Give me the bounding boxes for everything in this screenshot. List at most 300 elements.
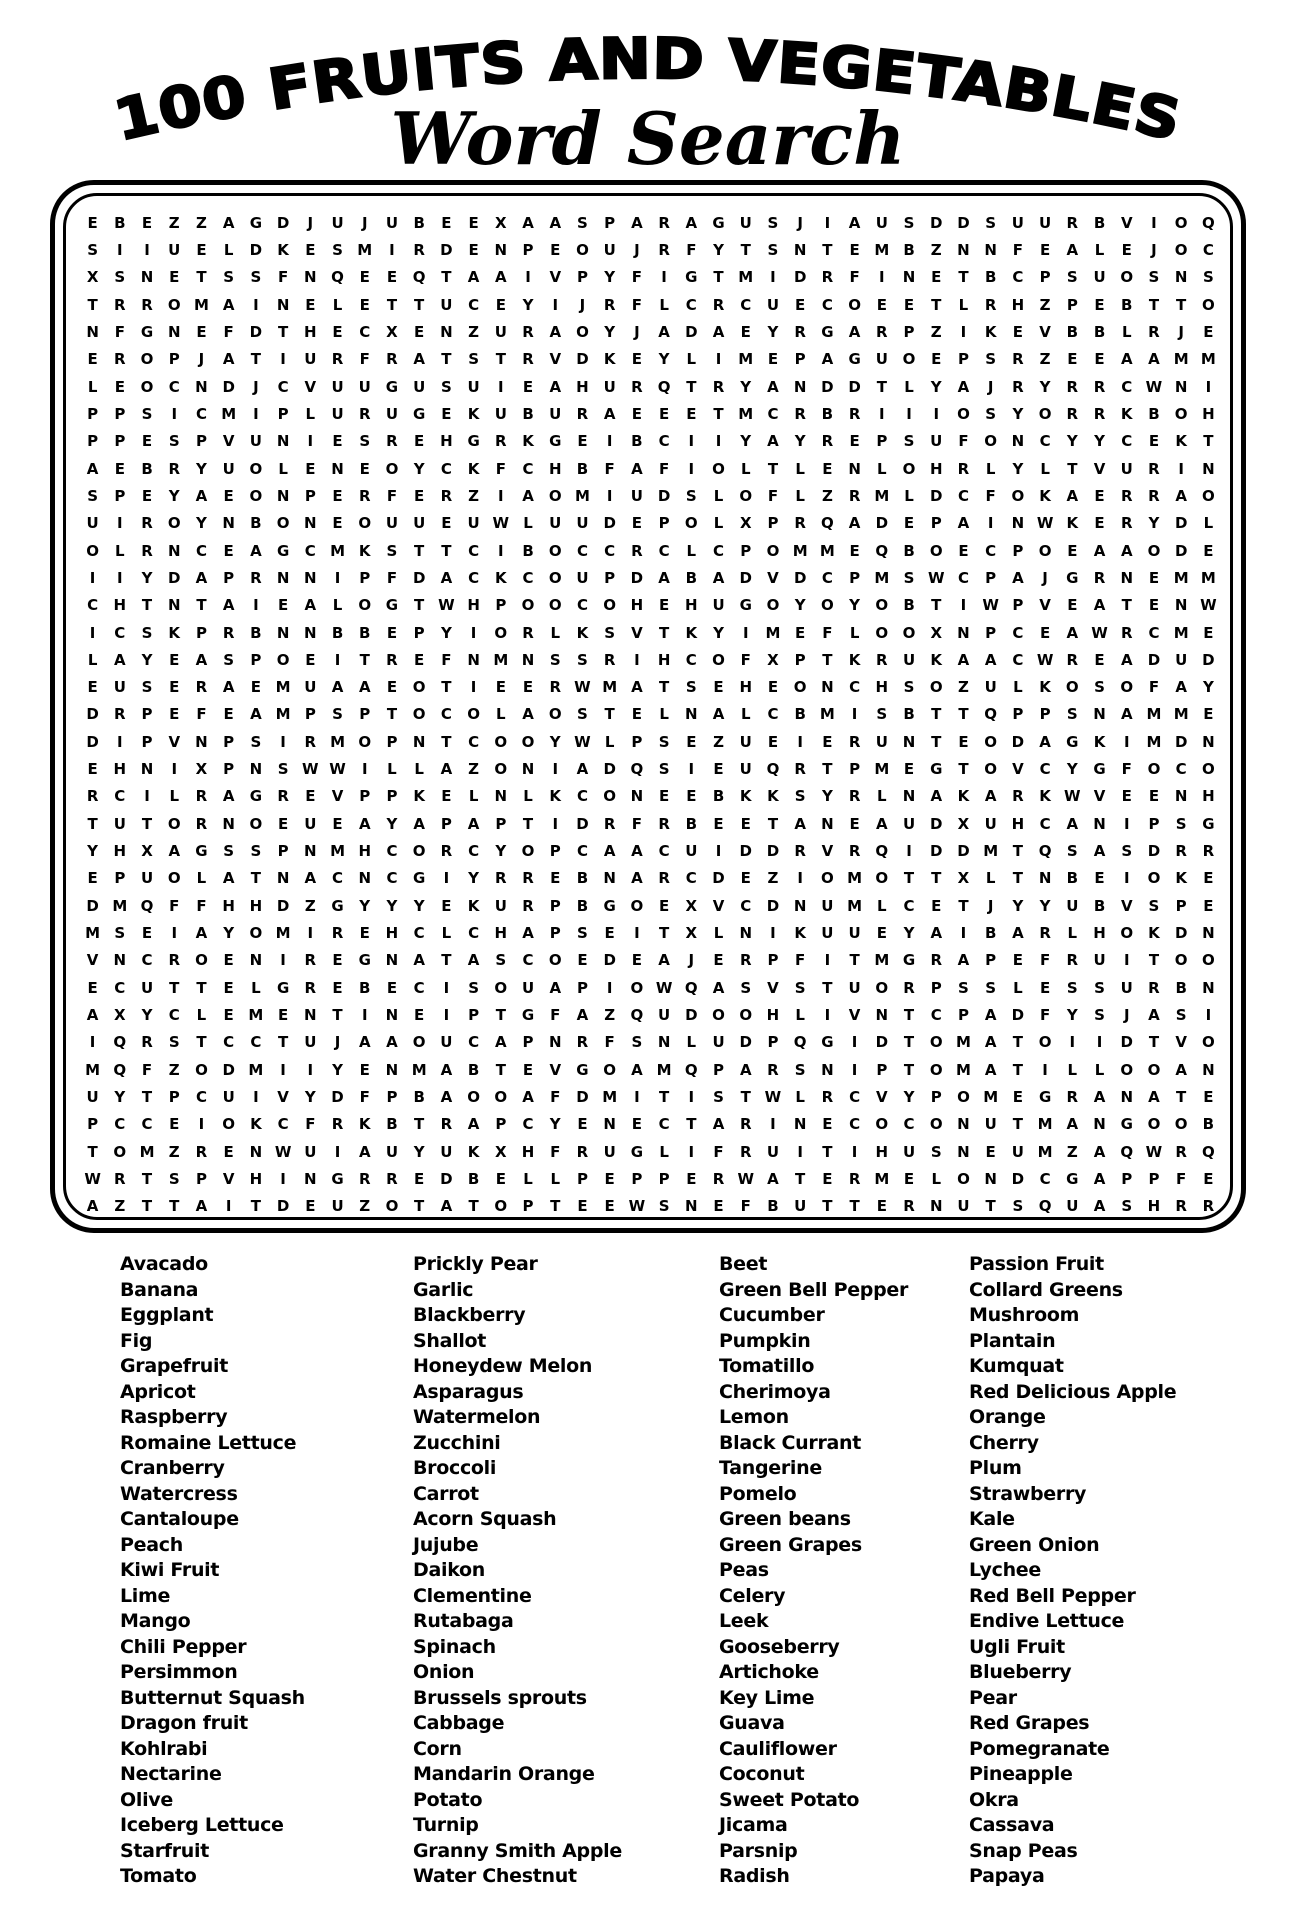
grid-cell: O (276, 514, 290, 533)
word-item: Coconut (719, 1763, 805, 1785)
grid-cell: R (195, 1142, 208, 1161)
grid-cell: E (441, 404, 452, 423)
grid-cell: O (1147, 541, 1161, 560)
grid-cell: O (249, 814, 263, 833)
grid-cell: C (685, 295, 697, 314)
grid-cell: D (793, 568, 807, 587)
grid-cell: R (631, 541, 643, 560)
word-item: Red Grapes (969, 1712, 1090, 1734)
grid-cell: V (1012, 760, 1024, 779)
grid-cell: E (169, 1115, 180, 1134)
grid-cell: A (1012, 924, 1024, 943)
grid-cell: R (1066, 1088, 1079, 1107)
grid-cell: F (359, 1088, 370, 1107)
grid-cell: C (1148, 623, 1160, 642)
grid-cell: U (249, 432, 262, 451)
grid-cell: T (903, 1033, 915, 1052)
grid-cell: N (603, 869, 616, 888)
grid-cell: L (659, 705, 669, 724)
grid-cell: O (521, 732, 535, 751)
grid-cell: Z (604, 1006, 616, 1025)
grid-cell: E (359, 459, 370, 478)
grid-cell: W (628, 1197, 646, 1216)
grid-cell: X (495, 1142, 507, 1161)
grid-cell: B (1066, 322, 1079, 341)
grid-cell: A (603, 404, 616, 423)
grid-cell: G (1120, 1115, 1133, 1134)
grid-cell: A (358, 678, 371, 697)
grid-cell: O (821, 596, 834, 615)
grid-cell: K (1175, 869, 1187, 888)
grid-cell: T (740, 1088, 751, 1107)
grid-cell: N (249, 951, 263, 970)
grid-cell: F (386, 486, 398, 505)
word-item: Cherimoya (719, 1380, 831, 1403)
grid-cell: D (1202, 650, 1215, 669)
grid-cell: M (738, 350, 754, 369)
grid-cell: M (656, 1060, 672, 1079)
grid-cell: B (141, 459, 153, 478)
grid-cell: C (87, 596, 99, 615)
grid-cell: V (767, 978, 779, 997)
grid-cell: I (498, 541, 504, 560)
grid-cell: K (277, 240, 289, 259)
grid-cell: M (1037, 1115, 1053, 1134)
grid-cell: G (848, 350, 861, 369)
grid-cell: Y (87, 842, 99, 861)
grid-cell: M (602, 678, 618, 697)
grid-cell: U (494, 404, 507, 423)
grid-cell: U (739, 732, 752, 751)
word-item: Chili Pepper (120, 1635, 247, 1658)
grid-cell: A (984, 1006, 997, 1025)
grid-cell: S (168, 432, 180, 451)
grid-cell: A (549, 322, 562, 341)
grid-cell: N (1174, 377, 1188, 396)
grid-cell: O (548, 596, 562, 615)
grid-cell: C (658, 432, 670, 451)
grid-cell: J (688, 951, 695, 970)
grid-cell: U (413, 514, 426, 533)
grid-cell: C (903, 896, 915, 915)
grid-cell: S (468, 978, 479, 997)
grid-cell: R (386, 432, 398, 451)
grid-cell: A (222, 213, 235, 232)
grid-cell: K (576, 623, 589, 642)
grid-cell: Y (1039, 377, 1051, 396)
grid-cell: N (222, 514, 235, 533)
grid-cell: S (141, 623, 153, 642)
grid-cell: O (984, 732, 998, 751)
grid-cell: Q (1038, 1197, 1052, 1216)
word-item: Rutabaga (413, 1610, 514, 1632)
grid-cell: C (522, 1115, 534, 1134)
grid-cell: T (903, 869, 915, 888)
grid-cell: D (739, 1033, 752, 1052)
grid-cell: T (196, 1033, 207, 1052)
grid-cell: K (1148, 924, 1160, 943)
grid-cell: A (1066, 814, 1079, 833)
grid-cell: P (195, 1170, 207, 1188)
grid-cell: K (1120, 404, 1133, 423)
grid-cell: E (1203, 705, 1214, 724)
grid-cell: C (1202, 240, 1214, 259)
word-item: Kale (969, 1508, 1015, 1530)
grid-cell: L (87, 650, 98, 669)
grid-cell: A (712, 322, 725, 341)
grid-cell: E (1094, 514, 1105, 533)
grid-cell: W (1200, 596, 1217, 615)
grid-cell: A (1148, 1006, 1160, 1025)
grid-cell: E (767, 732, 779, 751)
grid-cell: G (685, 268, 698, 287)
grid-cell: M (275, 924, 291, 943)
grid-cell: Q (140, 896, 154, 915)
grid-cell: C (930, 1006, 942, 1025)
grid-cell: S (1066, 268, 1078, 287)
grid-cell: E (631, 951, 642, 970)
grid-cell: P (168, 350, 180, 369)
grid-cell: A (1066, 623, 1079, 642)
grid-cell: U (113, 678, 126, 697)
grid-cell: C (522, 951, 534, 970)
grid-cell: T (441, 732, 452, 751)
grid-cell: T (822, 650, 833, 669)
grid-cell: Y (713, 240, 724, 259)
grid-cell: D (1120, 1033, 1133, 1052)
grid-cell: N (304, 1006, 317, 1025)
grid-cell: P (767, 1033, 779, 1052)
word-item: Radish (719, 1865, 790, 1887)
grid-cell: Z (930, 322, 942, 341)
grid-cell: E (1148, 596, 1160, 615)
grid-cell: R (767, 1060, 779, 1079)
grid-cell: I (253, 295, 259, 314)
grid-cell: U (413, 377, 426, 396)
grid-cell: Z (468, 322, 480, 341)
grid-cell: O (358, 596, 372, 615)
grid-cell: X (767, 650, 779, 669)
grid-cell: A (658, 568, 670, 587)
grid-cell: M (983, 842, 999, 861)
grid-cell: O (1174, 240, 1188, 259)
grid-cell: Y (1012, 896, 1024, 915)
grid-cell: L (686, 350, 697, 369)
grid-cell: K (930, 650, 943, 669)
grid-cell: Y (1012, 404, 1024, 423)
grid-cell: T (1067, 459, 1078, 478)
grid-cell: Q (684, 978, 698, 997)
grid-cell: P (985, 568, 997, 587)
grid-cell: A (712, 705, 725, 724)
grid-cell: V (712, 896, 725, 915)
grid-cell: L (985, 459, 996, 478)
grid-cell: T (958, 268, 969, 287)
grid-cell: U (930, 432, 943, 451)
word-list-column-1 (120, 1252, 305, 1890)
grid-cell: U (331, 1197, 344, 1216)
grid-cell: R (712, 295, 725, 314)
grid-cell: R (522, 896, 534, 915)
grid-cell: N (793, 1115, 807, 1134)
grid-cell: N (984, 1170, 997, 1188)
grid-cell: C (277, 377, 289, 396)
grid-cell: S (332, 705, 343, 724)
grid-cell: U (1066, 896, 1079, 915)
grid-cell: X (386, 322, 398, 341)
grid-cell: F (1121, 760, 1132, 779)
grid-cell: I (171, 404, 178, 423)
grid-cell: O (902, 350, 916, 369)
word-item: Honeydew Melon (413, 1355, 593, 1377)
grid-cell: A (1093, 842, 1106, 861)
grid-cell: C (767, 705, 779, 724)
grid-cell: N (140, 760, 154, 779)
grid-cell: I (525, 268, 531, 287)
grid-cell: C (468, 732, 480, 751)
grid-cell: R (440, 842, 453, 861)
grid-cell: L (659, 1142, 669, 1161)
grid-cell: M (1173, 705, 1189, 724)
word-item: Potato (413, 1788, 483, 1811)
grid-cell: H (113, 760, 127, 779)
grid-cell: W (764, 1088, 782, 1107)
grid-cell: I (334, 568, 341, 587)
grid-cell: H (1011, 295, 1025, 314)
grid-cell: E (332, 978, 343, 997)
grid-cell: R (712, 1170, 725, 1188)
grid-cell: T (1012, 1115, 1023, 1134)
grid-cell: E (359, 924, 370, 943)
grid-cell: S (740, 978, 752, 997)
grid-cell: J (1178, 322, 1184, 341)
grid-cell: C (576, 842, 588, 861)
grid-cell: U (1175, 650, 1188, 669)
grid-cell: I (634, 924, 640, 943)
grid-cell: T (985, 1197, 996, 1216)
grid-cell: E (1121, 240, 1132, 259)
grid-cell: A (495, 268, 507, 287)
grid-cell: R (603, 650, 616, 669)
grid-cell: B (821, 404, 834, 423)
grid-cell: C (1012, 623, 1024, 642)
grid-cell: N (739, 924, 753, 943)
grid-cell: T (196, 268, 207, 287)
grid-cell: R (903, 1197, 915, 1216)
grid-cell: A (957, 951, 970, 970)
grid-cell: I (389, 240, 395, 259)
grid-cell: Y (413, 1142, 425, 1161)
grid-cell: B (631, 432, 643, 451)
grid-cell: V (1039, 322, 1051, 341)
grid-cell: E (1148, 787, 1160, 806)
grid-cell: B (359, 623, 371, 642)
grid-cell: O (712, 459, 725, 478)
word-item: Starfruit (120, 1839, 210, 1862)
grid-cell: V (1093, 787, 1106, 806)
grid-cell: P (168, 1088, 180, 1107)
grid-cell: R (114, 295, 126, 314)
word-item: Corn (413, 1737, 462, 1760)
grid-cell: A (549, 213, 562, 232)
word-item: Black Currant (719, 1431, 862, 1454)
grid-cell: K (603, 350, 616, 369)
grid-cell: N (957, 623, 970, 642)
grid-cell: C (685, 869, 697, 888)
grid-cell: W (274, 1142, 292, 1161)
grid-cell: O (1174, 951, 1188, 970)
grid-cell: P (549, 842, 561, 861)
grid-cell: P (495, 596, 507, 615)
grid-cell: K (685, 623, 698, 642)
word-item: Clementine (413, 1584, 532, 1607)
grid-cell: C (386, 842, 398, 861)
grid-cell: P (141, 705, 153, 724)
grid-cell: R (876, 650, 888, 669)
grid-cell: L (1203, 514, 1214, 533)
grid-cell: G (195, 842, 208, 861)
grid-cell: P (386, 787, 398, 806)
grid-cell: R (576, 1142, 589, 1161)
word-item: Blueberry (969, 1661, 1072, 1683)
grid-cell: L (468, 787, 479, 806)
grid-cell: E (1094, 486, 1105, 505)
grid-cell: O (167, 814, 181, 833)
grid-cell: T (931, 869, 942, 888)
grid-cell: W (438, 596, 455, 615)
word-item: Plum (969, 1457, 1022, 1479)
grid-cell: I (89, 1033, 96, 1052)
grid-cell: F (223, 322, 234, 341)
grid-cell: C (849, 1115, 861, 1134)
grid-cell: P (576, 1170, 588, 1188)
grid-cell: Y (196, 459, 207, 478)
grid-cell: U (902, 814, 916, 833)
grid-cell: U (358, 377, 371, 396)
grid-cell: R (1012, 350, 1024, 369)
grid-cell: L (713, 924, 724, 943)
grid-cell: K (250, 1115, 262, 1134)
grid-cell: N (385, 1060, 399, 1079)
grid-cell: A (222, 295, 235, 314)
grid-cell: V (222, 432, 235, 451)
grid-cell: U (1120, 459, 1133, 478)
grid-cell: A (631, 213, 643, 232)
grid-cell: A (522, 924, 534, 943)
grid-cell: I (851, 705, 858, 724)
grid-cell: E (414, 432, 425, 451)
grid-cell: R (277, 787, 289, 806)
grid-cell: E (958, 541, 969, 560)
grid-cell: M (1200, 350, 1216, 369)
grid-cell: E (658, 787, 670, 806)
grid-cell: A (386, 1033, 398, 1052)
grid-cell: B (467, 1060, 480, 1079)
grid-cell: E (468, 240, 479, 259)
grid-cell: I (824, 951, 831, 970)
grid-cell: Y (359, 896, 371, 915)
grid-cell: T (958, 896, 969, 915)
grid-cell: O (929, 1033, 943, 1052)
grid-cell: Y (821, 787, 833, 806)
grid-cell: S (577, 650, 588, 669)
grid-cell: A (522, 705, 534, 724)
grid-cell: L (713, 514, 724, 533)
grid-cell: Y (713, 623, 724, 642)
grid-cell: H (766, 1006, 780, 1025)
grid-cell: E (305, 240, 316, 259)
grid-cell: X (86, 268, 99, 287)
word-item: Green beans (719, 1508, 851, 1530)
grid-cell: L (550, 623, 561, 642)
grid-cell: S (876, 705, 888, 724)
grid-cell: E (740, 869, 751, 888)
grid-cell: F (277, 268, 289, 287)
grid-cell: A (930, 924, 943, 943)
grid-cell: L (523, 1170, 533, 1188)
grid-cell: I (715, 432, 722, 451)
grid-cell: P (386, 1088, 398, 1107)
grid-cell: R (794, 842, 806, 861)
grid-cell: R (386, 1170, 398, 1188)
grid-cell: L (904, 486, 914, 505)
grid-cell: R (794, 322, 806, 341)
grid-cell: N (521, 760, 535, 779)
grid-cell: N (385, 951, 399, 970)
grid-cell: E (1148, 432, 1160, 451)
grid-cell: U (140, 869, 154, 888)
grid-cell: T (414, 596, 425, 615)
grid-cell: E (223, 1006, 234, 1025)
grid-cell: G (576, 1060, 589, 1079)
grid-cell: N (304, 1170, 317, 1188)
word-item: Daikon (413, 1559, 486, 1581)
grid-cell: O (1038, 541, 1052, 560)
grid-cell: T (359, 650, 370, 669)
grid-cell: T (441, 268, 452, 287)
grid-cell: T (332, 1006, 343, 1025)
word-item: Pumpkin (719, 1329, 811, 1352)
grid-cell: Y (141, 650, 153, 669)
grid-cell: I (824, 213, 831, 232)
grid-cell: L (795, 486, 805, 505)
grid-cell: M (112, 896, 128, 915)
grid-cell: A (1093, 1197, 1106, 1216)
grid-cell: F (1148, 678, 1160, 697)
grid-cell: P (631, 1170, 643, 1188)
grid-cell: E (822, 1170, 833, 1188)
grid-cell: T (822, 760, 833, 779)
grid-cell: O (739, 1006, 753, 1025)
grid-cell: P (985, 951, 997, 970)
grid-cell: S (985, 213, 997, 232)
grid-cell: O (358, 514, 372, 533)
grid-cell: E (169, 268, 180, 287)
grid-cell: L (740, 459, 751, 478)
word-item: Watercress (120, 1482, 238, 1505)
grid-cell: N (249, 1142, 263, 1161)
grid-cell: I (253, 1088, 259, 1107)
grid-cell: A (576, 1006, 589, 1025)
grid-cell: I (334, 1142, 341, 1161)
grid-cell: F (495, 459, 506, 478)
grid-cell: B (685, 814, 698, 833)
grid-cell: U (984, 1115, 997, 1134)
grid-cell: R (1148, 978, 1160, 997)
grid-cell: I (770, 268, 776, 287)
grid-cell: H (113, 842, 127, 861)
grid-cell: A (631, 842, 643, 861)
